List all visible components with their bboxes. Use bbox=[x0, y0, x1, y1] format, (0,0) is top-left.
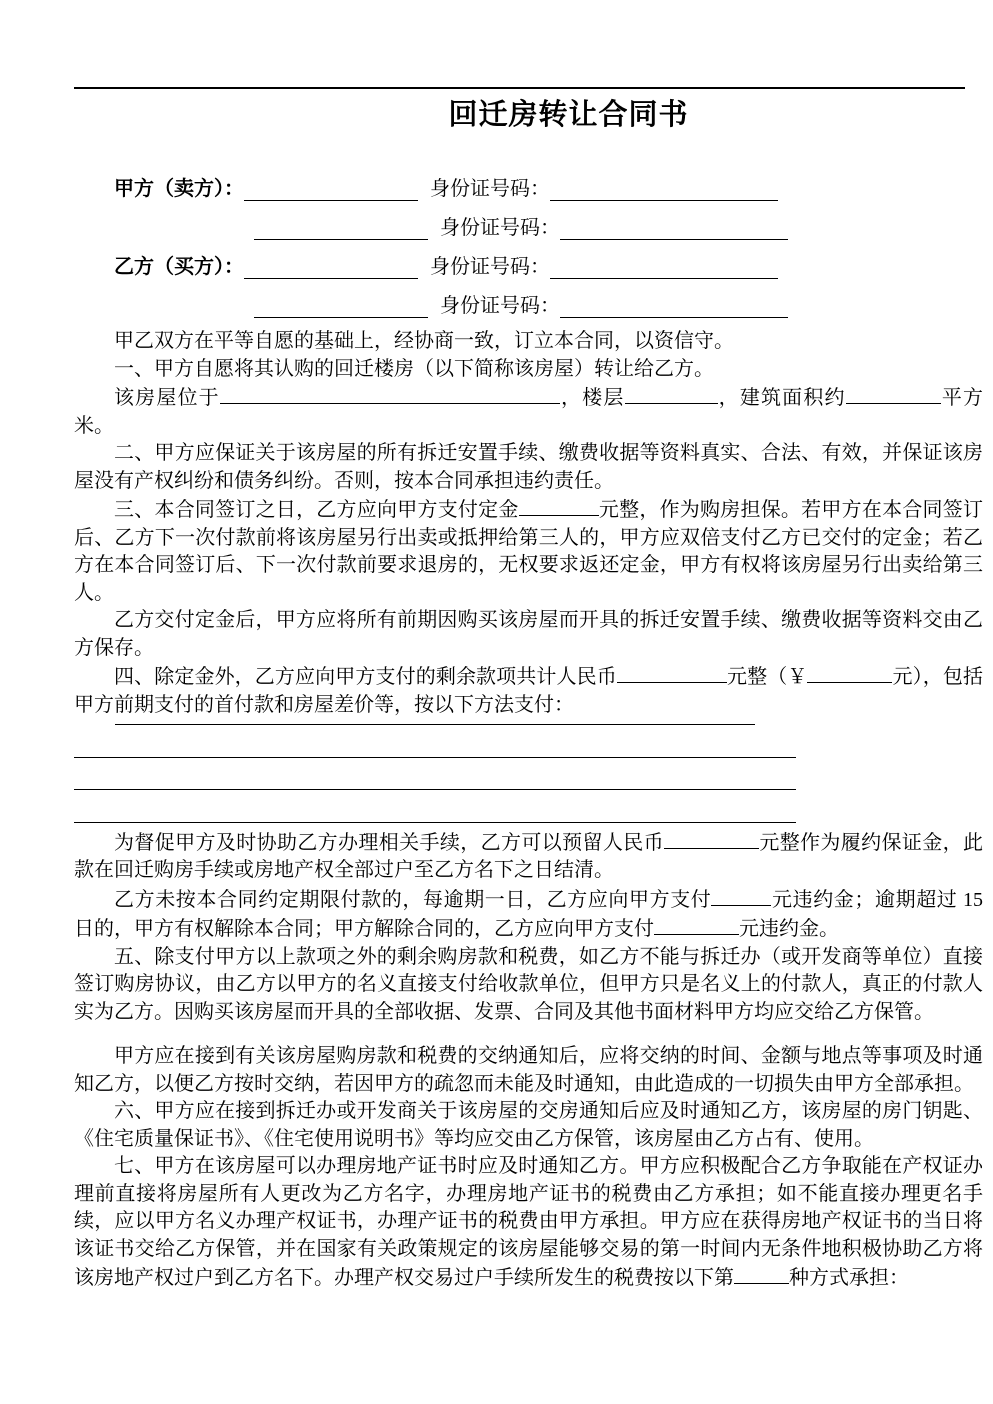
late-fee-daily-blank[interactable] bbox=[711, 885, 771, 906]
paragraph-clause-3 bbox=[74, 495, 983, 607]
tax-method-blank[interactable] bbox=[734, 1263, 789, 1284]
payment-method-lines bbox=[74, 719, 983, 823]
paragraph-guarantee bbox=[74, 828, 983, 885]
clause-4-rest-text: 元），包括甲方前期支付的首付款和房屋差价等，按以下方法支付： bbox=[74, 666, 984, 716]
id-label: 身份证号码： bbox=[430, 178, 550, 200]
parties-block bbox=[74, 162, 983, 318]
paragraph-location bbox=[74, 383, 983, 440]
late-payment-end-text: 元违约金。 bbox=[739, 918, 839, 940]
clause-3-lead-text: 三、本合同签订之日，乙方应向甲方支付定金 bbox=[114, 499, 519, 521]
paragraph-preamble bbox=[74, 328, 983, 356]
guarantee-rest-text: 元整作为履约保证金，此款在回迁购房手续或房地产权全部过户至乙方名下之日结清。 bbox=[74, 831, 984, 881]
paragraph-late-payment bbox=[74, 885, 983, 944]
clause-3-rest-text: 元整，作为购房担保。若甲方在本合同签订后、乙方下一次付款前将该房屋另行出卖或抵押给第三人的，甲方应双倍支付乙方已交付的定金；若乙方在本合同签订后、下一次付款前要求退房的，无权要求返还定金，甲方有权将该房屋另行出卖给第三人。 bbox=[74, 499, 984, 604]
id-label: 身份证号码： bbox=[440, 217, 560, 239]
preamble-text: 甲乙双方在平等自愿的基础上，经协商一致，订立本合同，以资信守。 bbox=[114, 330, 734, 352]
id-label: 身份证号码： bbox=[440, 295, 560, 317]
party-a-label: 甲方（卖方）： bbox=[114, 178, 244, 200]
clause-4-lead-text: 四、除定金外，乙方应向甲方支付的剩余款项共计人民币 bbox=[114, 666, 617, 688]
id-label: 身份证号码： bbox=[430, 256, 550, 278]
area-label-text: ，建筑面积约 bbox=[717, 387, 846, 409]
party-a-name-blank[interactable] bbox=[244, 178, 418, 201]
party-b-label: 乙方（买方）： bbox=[114, 256, 244, 278]
paragraph-clause-4 bbox=[74, 662, 983, 719]
floor-blank[interactable] bbox=[625, 383, 718, 404]
paragraph-clause-5 bbox=[74, 944, 983, 1027]
floor-label-text: ，楼层 bbox=[559, 387, 625, 409]
clause-1-text: 一、甲方自愿将其认购的回迁楼房（以下简称该房屋）转让给乙方。 bbox=[114, 357, 714, 380]
clause-7-end-text: 种方式承担： bbox=[789, 1267, 909, 1289]
clause-7-lead-text: 七、甲方在该房屋可以办理房地产证书时应及时通知乙方。甲方应积极配合乙方争取能在产权证办理前直接将房屋所有人更改为乙方名字，办理房地产证书的税费由乙方承担；如不能直接办理更名手续，应以甲方名义办理产权证书，办理产证书的税费由甲方承担。甲方应在获得房地产权证书的当日将该证书交给乙方保管，并在国家有关政策规定的该房屋能够交易的第一时间内无条件地积极协助乙方将该房地产权过户到乙方名下。办理产权交易过户手续所发生的税费按以下第 bbox=[74, 1155, 983, 1289]
party-b-name-blank[interactable] bbox=[244, 256, 418, 279]
late-payment-lead-text: 乙方未按本合同约定期限付款的，每逾期一日，乙方应向甲方支付 bbox=[114, 888, 712, 911]
document-title: 回迁房转让合同书 bbox=[448, 99, 689, 131]
remaining-amount-words-blank[interactable] bbox=[617, 662, 727, 683]
party-a2-id-blank[interactable] bbox=[560, 217, 788, 240]
party-b-row bbox=[74, 240, 983, 279]
party-a-row bbox=[74, 162, 983, 201]
party-a-id-blank[interactable] bbox=[550, 178, 778, 201]
paragraph-deposit-docs bbox=[74, 607, 983, 662]
contract-body bbox=[74, 328, 983, 1293]
payment-method-line-3[interactable] bbox=[74, 758, 796, 791]
party-b2-name-blank[interactable] bbox=[254, 295, 428, 318]
paragraph-clause-2 bbox=[74, 440, 983, 495]
paragraph-payment-notice bbox=[74, 1043, 983, 1098]
party-b2-id-blank[interactable] bbox=[560, 295, 788, 318]
remaining-amount-numeric-blank[interactable] bbox=[807, 662, 892, 683]
paragraph-clause-7 bbox=[74, 1153, 983, 1293]
late-fee-termination-blank[interactable] bbox=[654, 914, 739, 935]
deposit-amount-blank[interactable] bbox=[519, 495, 599, 516]
deposit-docs-text: 乙方交付定金后，甲方应将所有前期因购买该房屋而开具的拆迁安置手续、缴费收据等资料交由乙方保存。 bbox=[74, 609, 983, 659]
header-rule bbox=[74, 87, 965, 89]
payment-method-line-2[interactable] bbox=[74, 725, 796, 758]
clause-4-yen-text: 元整（￥ bbox=[726, 666, 808, 688]
party-b-id-blank[interactable] bbox=[550, 256, 778, 279]
payment-method-line-4[interactable] bbox=[74, 790, 796, 823]
party-b-row-2 bbox=[74, 279, 983, 318]
party-a2-name-blank[interactable] bbox=[254, 217, 428, 240]
guarantee-lead-text: 为督促甲方及时协助乙方办理相关手续，乙方可以预留人民币 bbox=[114, 831, 664, 854]
clause-2-text: 二、甲方应保证关于该房屋的所有拆迁安置手续、缴费收据等资料真实、合法、有效，并保证该房屋没有产权纠纷和债务纠纷。否则，按本合同承担违约责任。 bbox=[74, 442, 983, 492]
paragraph-clause-1 bbox=[74, 356, 983, 384]
guarantee-amount-blank[interactable] bbox=[664, 828, 759, 849]
location-blank[interactable] bbox=[220, 383, 560, 404]
clause-6-text: 六、甲方应在接到拆迁办或开发商关于该房屋的交房通知后应及时通知乙方，该房屋的房门钥匙、《住宅质量保证书》、《住宅使用说明书》等均应交由乙方保管，该房屋由乙方占有、使用。 bbox=[74, 1100, 983, 1150]
area-unit-text: 平方米。 bbox=[74, 387, 984, 437]
late-payment-mid-text: 元违约金；逾期超过 15 日的，甲方有权解除本合同；甲方解除合同的，乙方应向甲方支付 bbox=[74, 888, 984, 940]
area-blank[interactable] bbox=[846, 383, 941, 404]
paragraph-clause-6 bbox=[74, 1098, 983, 1153]
payment-notice-text: 甲方应在接到有关该房屋购房款和税费的交纳通知后，应将交纳的时间、金额与地点等事项及时通知乙方，以便乙方按时交纳，若因甲方的疏忽而未能及时通知，由此造成的一切损失由甲方全部承担。 bbox=[74, 1045, 983, 1095]
location-lead-text: 该房屋位于 bbox=[114, 387, 220, 409]
clause-5-text: 五、除支付甲方以上款项之外的剩余购房款和税费，如乙方不能与拆迁办（或开发商等单位）直接签订购房协议，由乙方以甲方的名义直接支付给收款单位，但甲方只是名义上的付款人，真正的付款人实为乙方。因购买该房屋而开具的全部收据、发票、合同及其他书面材料甲方均应交给乙方保管。 bbox=[74, 945, 983, 1023]
party-a-row-2 bbox=[74, 201, 983, 240]
